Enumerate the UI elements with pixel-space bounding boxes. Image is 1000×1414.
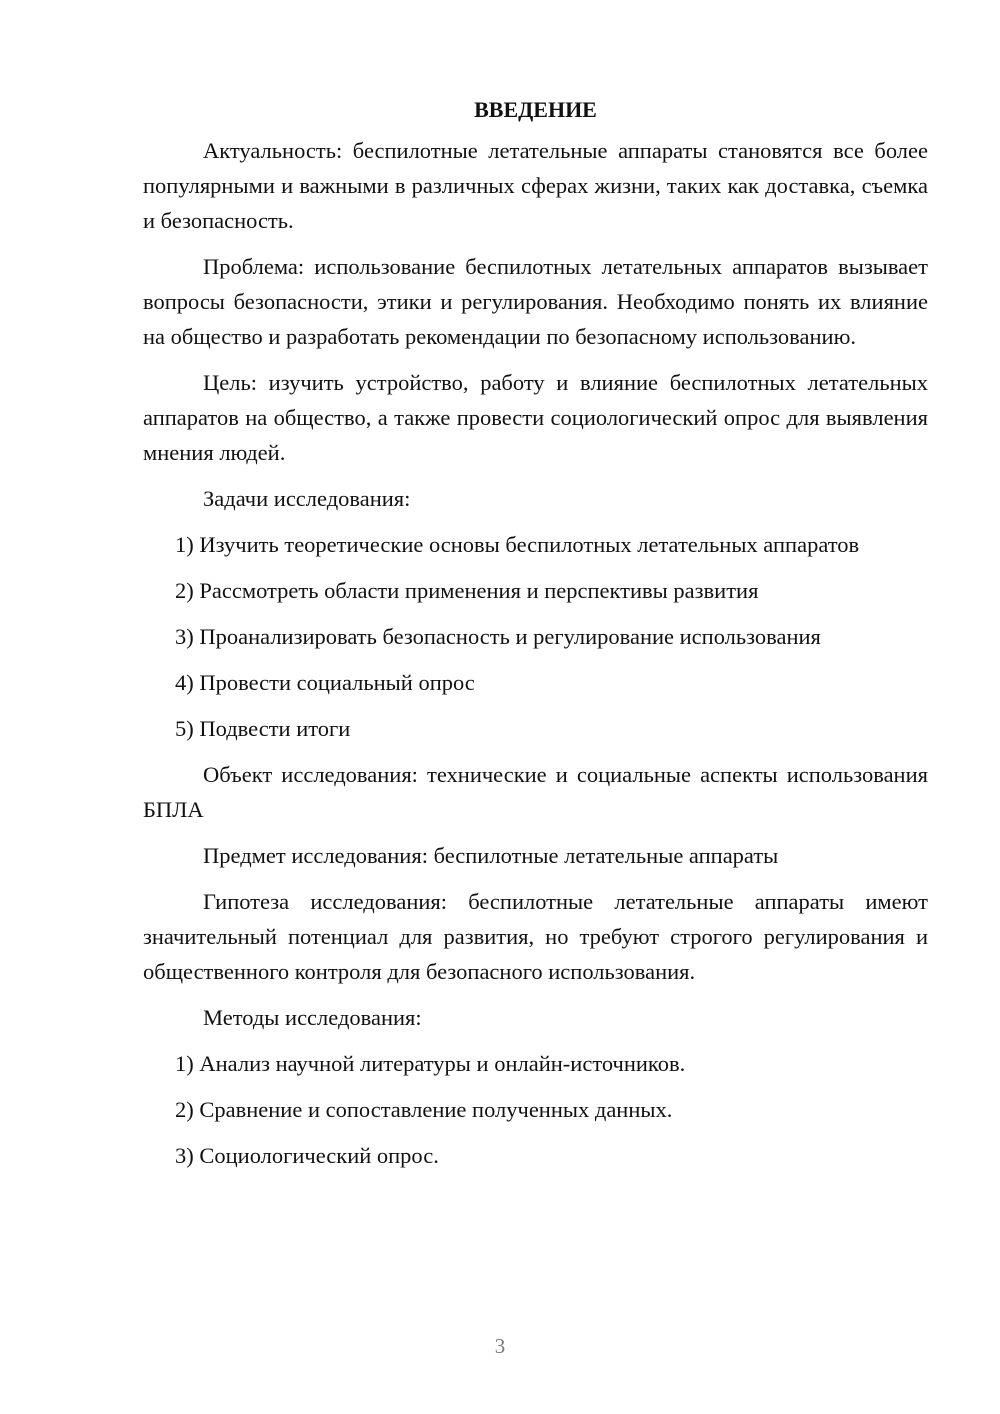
tasks-list	[143, 527, 928, 746]
method-item: 2) Сравнение и сопоставление полученных данных.	[175, 1097, 673, 1122]
methods-heading: Методы исследования:	[203, 1005, 422, 1030]
methods-list	[143, 1046, 928, 1173]
page-content	[143, 95, 928, 1184]
task-item: 1) Изучить теоретические основы беспилотных летательных аппаратов	[175, 532, 860, 557]
problem-paragraph: Проблема: использование беспилотных летательных аппаратов вызывает вопросы безопасности, этики и регулирования. Необходимо понять их влияние на общество и разработать рекомендации по безопасному использованию.	[143, 254, 928, 349]
hypothesis-paragraph: Гипотеза исследования: беспилотные летательные аппараты имеют значительный потенциал для развития, но требуют строгого регулирования и общественного контроля для безопасного использования.	[143, 889, 928, 984]
subject-paragraph: Предмет исследования: беспилотные летательные аппараты	[203, 843, 779, 868]
method-item: 1) Анализ научной литературы и онлайн-источников.	[175, 1051, 686, 1076]
task-item: 4) Провести социальный опрос	[175, 670, 475, 695]
task-item: 2) Рассмотреть области применения и перспективы развития	[175, 578, 759, 603]
method-item: 3) Социологический опрос.	[175, 1143, 439, 1168]
tasks-heading: Задачи исследования:	[203, 486, 411, 511]
page-title: ВВЕДЕНИЕ	[474, 97, 597, 122]
relevance-paragraph: Актуальность: беспилотные летательные аппараты становятся все более популярными и важными в различных сферах жизни, таких как доставка, съемка и безопасность.	[143, 138, 928, 233]
page-number: 3	[494, 1334, 506, 1358]
object-paragraph: Объект исследования: технические и социальные аспекты использования БПЛА	[143, 762, 928, 822]
task-item: 5) Подвести итоги	[175, 716, 351, 741]
task-item: 3) Проанализировать безопасность и регулирование использования	[175, 624, 821, 649]
goal-paragraph: Цель: изучить устройство, работу и влияние беспилотных летательных аппаратов на общество, а также провести социологический опрос для выявления мнения людей.	[143, 370, 928, 465]
